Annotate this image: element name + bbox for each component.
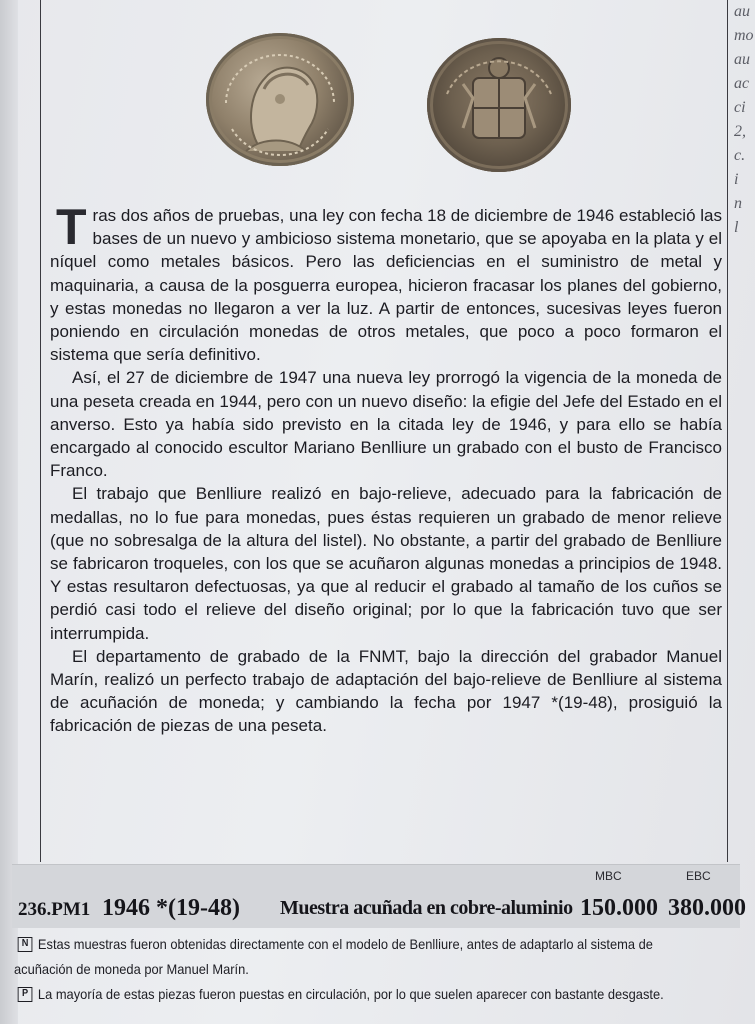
adjacent-page-fragment: ac xyxy=(734,75,750,92)
grade-header-ebc: EBC xyxy=(686,869,711,883)
footnotes xyxy=(14,932,741,1007)
adjacent-page-fragment: i xyxy=(734,171,739,188)
adjacent-page-fragment: au xyxy=(734,51,750,68)
paragraph-2: Así, el 27 de diciembre de 1947 una nueva ley prorrogó la vigencia de la moneda de una peseta creada en 1944, pero con un nuevo diseño: la efigie del Jefe del Estado en el anverso. Esto ya había sido previsto en la citada ley de 1946, y para ello se había encargado al conocido escultor Mariano Benlliure un grabado con el busto de Francisco Franco. xyxy=(50,368,722,481)
note-n-text: Estas muestras fueron obtenidas directamente con el modelo de Benlliure, antes de adaptarlo al sistema de xyxy=(37,936,653,952)
drop-cap: T xyxy=(56,199,87,255)
price-ebc: 380.000 xyxy=(668,895,746,921)
article-body xyxy=(50,199,722,738)
price-mbc: 150.000 xyxy=(580,895,658,921)
coin-obverse-image xyxy=(206,33,354,166)
adjacent-page-text xyxy=(734,0,755,240)
adjacent-page-fragment: mo xyxy=(734,27,754,44)
note-n-continuation: acuñación de moneda por Manuel Marín. xyxy=(14,961,249,977)
note-n-key-icon: N xyxy=(18,937,33,952)
note-p xyxy=(14,982,741,1007)
coat-of-arms-icon xyxy=(427,38,571,172)
portrait-icon xyxy=(206,33,354,166)
coin-reverse-image xyxy=(427,38,571,172)
adjacent-page-fragment: n xyxy=(734,195,742,212)
adjacent-page-fragment: au xyxy=(734,3,750,20)
grade-header-mbc: MBC xyxy=(595,869,622,883)
catalog-number: 236.PM1 xyxy=(18,899,91,920)
adjacent-page-fragment: c. xyxy=(734,147,746,164)
catalog-year: 1946 *(19-48) xyxy=(102,895,240,921)
catalog-description: Muestra acuñada en cobre-aluminio xyxy=(280,897,573,919)
adjacent-page-fragment: 2, xyxy=(734,123,746,140)
paragraph-4: El departamento de grabado de la FNMT, bajo la dirección del grabador Manuel Marín, realizó un perfecto trabajo de adaptación del bajo-relieve de Benlliure al sistema de acuñación de moneda; y cambiando la fecha por 1947 *(19-48), prosiguió la fabricación de piezas de una peseta. xyxy=(50,646,722,736)
paragraph-1 xyxy=(50,199,722,366)
catalog-entry xyxy=(12,864,746,928)
note-p-text: La mayoría de estas piezas fueron puestas en circulación, por lo que suelen aparecer con bastante desgaste. xyxy=(37,986,664,1002)
paragraph-3: El trabajo que Benlliure realizó en bajo-relieve, adecuado para la fabricación de medallas, no lo fue para monedas, pues éstas requieren un grabado de menor relieve (que no sobresalga de la altura del listel). No obstante, a partir del grabado de Benlliure se fabricaron troqueles, con los que se acuñaron algunas monedas a principios de 1948. Y estas resultaron defectuosas, ya que al reducir el grabado al tamaño de los cuños se perdió casi todo el relieve del diseño original; por lo que la fabricación tuvo que ser interrumpida. xyxy=(50,484,722,643)
note-p-key-icon: P xyxy=(18,987,33,1002)
adjacent-page-fragment: ci xyxy=(734,99,746,116)
catalog-row xyxy=(18,893,746,925)
paragraph-1-text: ras dos años de pruebas, una ley con fecha 18 de diciembre de 1946 estableció las bases de un nuevo y ambicioso sistema monetario, que se apoyaba en la plata y el níquel como metales básicos. Pero las deficiencias en el suministro de metal y maquinaria, a causa de la posguerra europea, hicieron fracasar los planes del gobierno, y estas monedas no llegaron a ver la luz. A partir de entonces, sucesivas leyes fueron poniendo en circulación monedas de otros metales, que poco a poco formaron el sistema que sería definitivo. xyxy=(50,206,722,365)
note-n xyxy=(14,932,741,957)
adjacent-page-fragment: l xyxy=(734,219,739,236)
